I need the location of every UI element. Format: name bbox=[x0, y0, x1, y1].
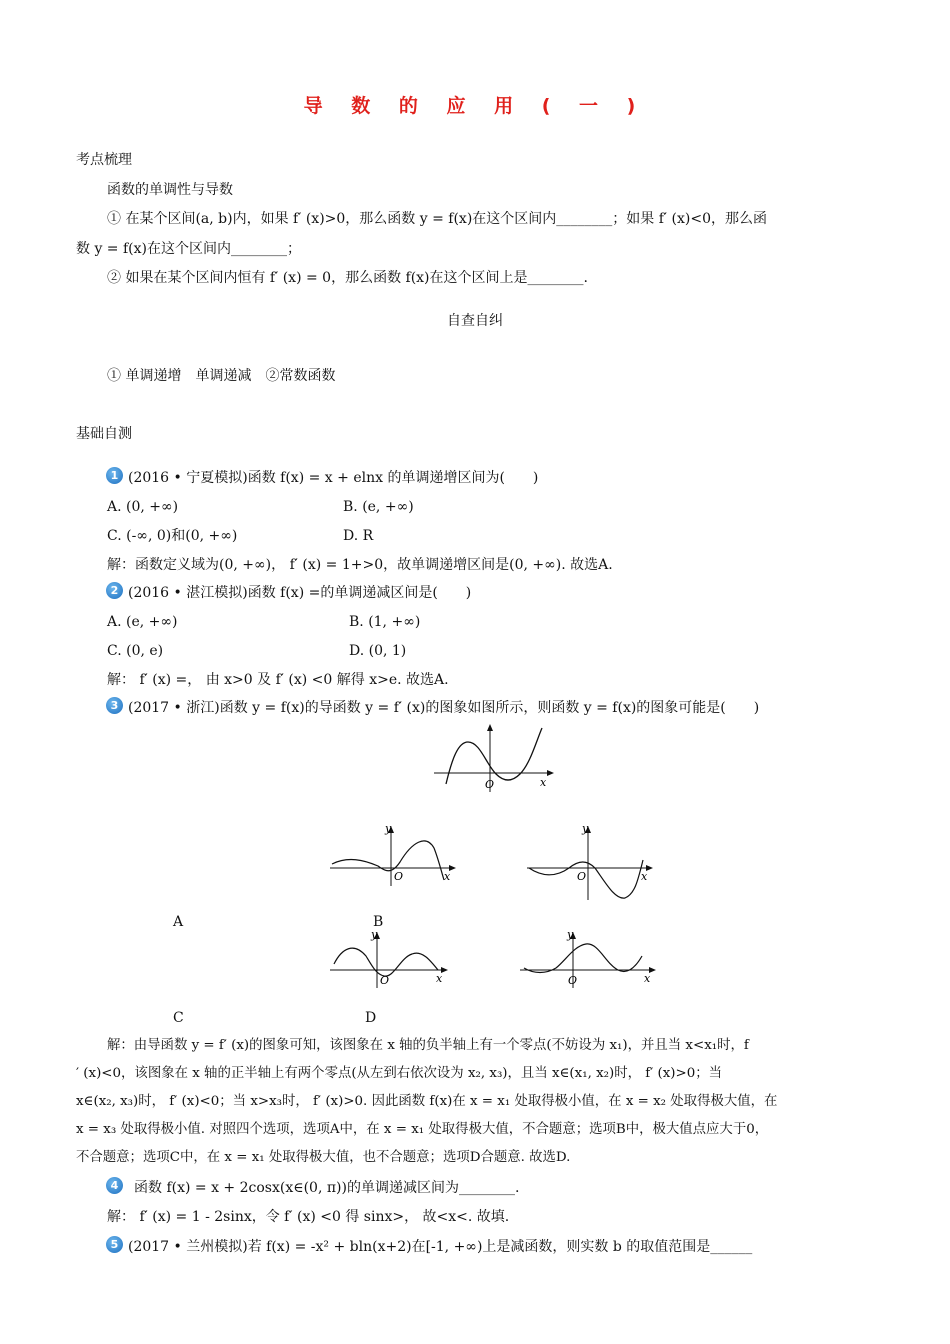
y-axis-label: y bbox=[371, 928, 378, 941]
question-number-2-badge: 2 bbox=[106, 582, 123, 599]
x-axis-label: x bbox=[436, 972, 443, 985]
option-graph-c bbox=[328, 928, 450, 988]
origin-label: O bbox=[394, 870, 404, 883]
q1-option-d: D. R bbox=[343, 528, 374, 544]
x-axis-label: x bbox=[540, 776, 547, 789]
option-label-c: C bbox=[173, 1010, 184, 1026]
q2-option-a: A. (e, +∞) bbox=[107, 614, 178, 630]
q1-solution: 解：函数定义域为(0, +∞)， f′ (x) = 1+>0，故单调递增区间是(0, +∞). 故选A. bbox=[107, 557, 613, 573]
curve-c bbox=[334, 948, 438, 976]
q2-option-b: B. (1, +∞) bbox=[349, 614, 421, 630]
option-label-a: A bbox=[173, 914, 184, 930]
x-axis-label: x bbox=[644, 972, 651, 985]
option-graph-b bbox=[525, 820, 655, 902]
q2-option-d: D. (0, 1) bbox=[349, 643, 407, 659]
q1-option-b: B. (e, +∞) bbox=[343, 499, 414, 515]
q4-stem: 函数 f(x) = x + 2cosx(x∈(0, π))的单调递减区间为________. bbox=[134, 1180, 520, 1196]
origin-label: O bbox=[577, 870, 587, 883]
q1-option-a: A. (0, +∞) bbox=[107, 499, 179, 515]
origin-label: O bbox=[568, 974, 578, 987]
q2-option-c: C. (0, e) bbox=[107, 643, 164, 659]
content-line-1: ① 在某个区间(a, b)内，如果 f′ (x)>0，那么函数 y = f(x)在这个区间内________；如果 f′ (x)<0，那么函 bbox=[107, 211, 768, 227]
question-number-1-badge: 1 bbox=[106, 467, 123, 484]
y-axis-label: y bbox=[385, 822, 392, 835]
content-line-2: 数 y = f(x)在这个区间内________； bbox=[76, 241, 301, 257]
q1-option-c: C. (-∞, 0)和(0, +∞) bbox=[107, 528, 238, 544]
q3-solution-line-4: x = x₃ 处取得极小值. 对照四个选项，选项A中，在 x = x₁ 处取得极大值，不合题意；选项B中，极大值点应大于0， bbox=[76, 1122, 769, 1137]
curve-a bbox=[332, 841, 444, 880]
section-heading-kaodian: 考点梳理 bbox=[76, 152, 132, 168]
q3-solution-line-5: 不合题意；选项C中，在 x = x₁ 处取得极大值，也不合题意；选项D合题意. 故选D. bbox=[76, 1150, 571, 1165]
x-axis-arrow bbox=[547, 770, 554, 776]
x-axis-label: x bbox=[444, 870, 451, 883]
y-axis-label: y bbox=[582, 822, 589, 835]
q3-stem: (2017 • 浙江)函数 y = f(x)的导函数 y = f′ (x)的图象如图所示，则函数 y = f(x)的图象可能是( ) bbox=[128, 700, 760, 716]
derivative-graph bbox=[430, 724, 555, 794]
question-number-5-badge: 5 bbox=[106, 1236, 123, 1253]
content-line-3: ② 如果在某个区间内恒有 f′ (x) = 0，那么函数 f(x)在这个区间上是________. bbox=[107, 270, 588, 286]
section-heading-jichu: 基础自测 bbox=[76, 426, 132, 442]
y-axis-arrow bbox=[487, 724, 493, 731]
option-label-d: D bbox=[365, 1010, 377, 1026]
q1-stem: (2016 • 宁夏模拟)函数 f(x) = x + elnx 的单调递增区间为( ) bbox=[128, 470, 539, 486]
q2-solution: 解： f′ (x) =， 由 x>0 及 f′ (x) <0 解得 x>e. 故选A. bbox=[107, 672, 449, 688]
page-title: 导 数 的 应 用 ( 一 ) bbox=[303, 95, 647, 117]
section-subheading: 函数的单调性与导数 bbox=[107, 182, 233, 198]
q2-stem: (2016 • 湛江模拟)函数 f(x) =的单调递减区间是( ) bbox=[128, 585, 472, 601]
option-graph-d bbox=[518, 928, 658, 988]
origin-label: O bbox=[380, 974, 390, 987]
q5-stem: (2017 • 兰州模拟)若 f(x) = -x² + bln(x+2)在[-1, +∞)上是减函数，则实数 b 的取值范围是______ bbox=[128, 1239, 753, 1255]
y-axis-label: y bbox=[567, 928, 574, 941]
q3-solution-line-2: ′ (x)<0，该图象在 x 轴的正半轴上有两个零点(从左到右依次设为 x₂, x₃)，且当 x∈(x₁, x₂)时， f′ (x)>0；当 bbox=[76, 1066, 723, 1081]
x-axis-label: x bbox=[641, 870, 648, 883]
q3-solution-line-1: 解：由导函数 y = f′ (x)的图象可知，该图象在 x 轴的负半轴上有一个零点(不妨设为 x₁)，并且当 x<x₁时，f bbox=[107, 1038, 749, 1053]
question-number-3-badge: 3 bbox=[106, 697, 123, 714]
question-number-4-badge: 4 bbox=[106, 1177, 123, 1194]
self-check-answer: ① 单调递增 单调递减 ②常数函数 bbox=[107, 368, 336, 384]
self-check-heading: 自查自纠 bbox=[447, 313, 503, 329]
q3-solution-line-3: x∈(x₂, x₃)时， f′ (x)<0；当 x>x₃时， f′ (x)>0. 因此函数 f(x)在 x = x₁ 处取得极小值，在 x = x₂ 处取得极大值，在 bbox=[76, 1094, 778, 1109]
curve-d bbox=[524, 944, 642, 973]
derivative-curve bbox=[446, 728, 542, 784]
option-graph-a bbox=[328, 820, 458, 886]
origin-label: O bbox=[485, 778, 495, 791]
q4-solution: 解： f′ (x) = 1 - 2sinx，令 f′ (x) <0 得 sinx>， 故<x<. 故填. bbox=[107, 1209, 510, 1225]
option-label-b: B bbox=[373, 914, 384, 930]
